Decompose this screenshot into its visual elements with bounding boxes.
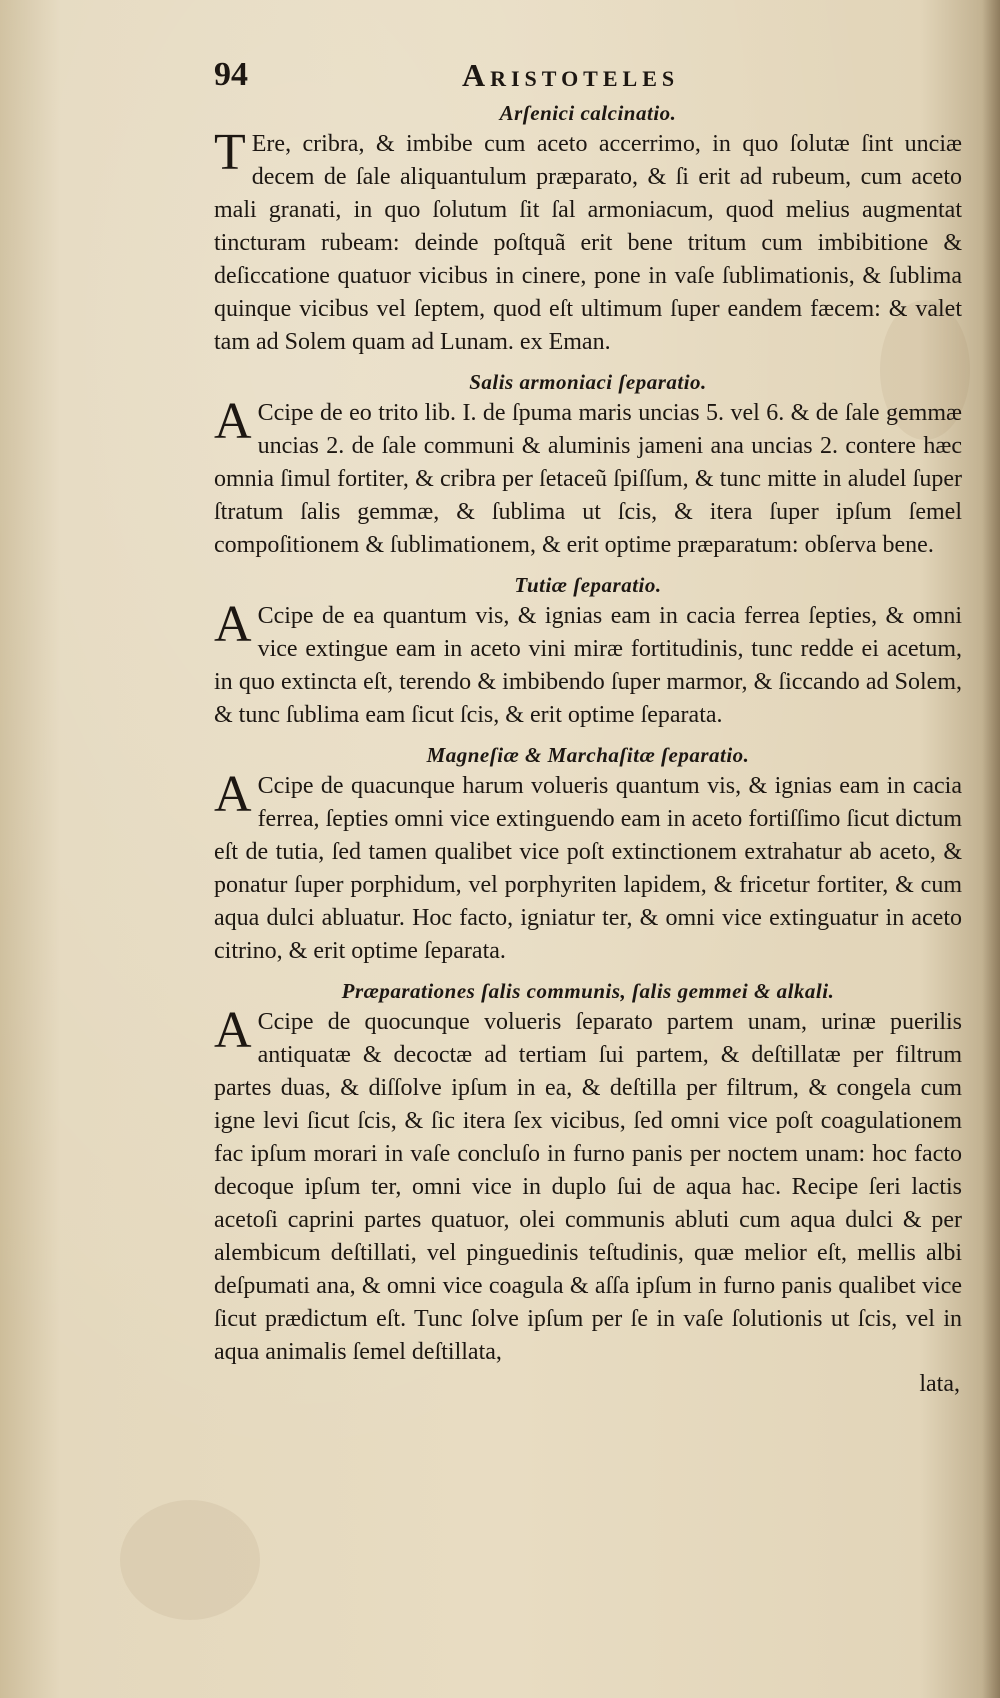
section-sal-communis (214, 976, 962, 1369)
text-block (214, 52, 962, 1399)
section-heading: Tutiæ ſeparatio. (514, 573, 662, 597)
section-arsenic (214, 98, 962, 359)
section-tutia (214, 570, 962, 732)
page-number: 94 (214, 56, 248, 93)
section-heading: Præparationes ſalis communis, ſalis gemmei & alkali. (341, 979, 835, 1003)
section-heading: Salis armoniaci ſeparatio. (469, 370, 707, 394)
running-head (214, 52, 962, 98)
page-edge-shadow (982, 0, 1000, 1698)
section-text: ACcipe de eo trito lib. I. de ſpuma maris uncias 5. vel 6. & de ſale gemmæ uncias 2. de ſale communi & aluminis jameni ana uncias 2. contere hæc omnia ſimul fortiter, & cribra per ſetaceũ ſpiſſum, & tunc mitte in aludel ſuper ſtratum ſalis gemmæ, & ſublima ut ſcis, & itera ſuper ipſum ſemel compoſitionem & ſublimationem, & erit optime præparatum: obſerva bene. (214, 393, 962, 558)
section-text: TEre, cribra, & imbibe cum aceto accerrimo, in quo ſolutæ ſint unciæ decem de ſale aliquantulum præparato, & ſi erit ad rubeum, cum aceto mali granati, in quo ſolutum ſit ſal armoniacum, quod melius augmentat tincturam rubeam: deinde poſtquã erit bene tritum cum imbibitione & deſiccatione quatuor vicibus in cinere, pone in vaſe ſublimationis, & ſublima quinque vicibus vel ſeptem, quod eſt ultimum ſuper eandem fæcem: & valet tam ad Solem quam ad Lunam. ex Eman. (214, 124, 962, 355)
section-heading: Arſenici calcinatio. (499, 101, 677, 125)
paper-stain (120, 1500, 260, 1620)
section-text: ACcipe de quocunque volueris ſeparato partem unam, urinæ puerilis antiquatæ & decoctæ ad tertiam ſui partem, & deſtillatæ per filtrum partes duas, & diſſolve ipſum in ea, & deſtilla per filtrum, & congela cum igne levi ſicut ſcis, & ſic itera ſex vicibus, ſed omni vice poſt coagulationem fac ipſum morari in vaſe concluſo in furno panis per noctem unam: hoc facto decoque ipſum ter, omni vice in duplo ſui de aqua hac. Recipe ſeri lactis acetoſi caprini partes quatuor, olei communis abluti cum aqua dulci & per alembicum deſtillati, vel pinguedinis teſtudinis, quæ melior eſt, mellis albi deſpumati ana, & omni vice coagula & aſſa ipſum in furno panis qualibet vice ſicut prædictum eſt. Tunc ſolve ipſum per ſe in vaſe ſolutionis ut ſcis, vel in aqua animalis ſemel deſtillata, (214, 1002, 962, 1365)
catchword: lata, (919, 1371, 960, 1397)
section-text: ACcipe de ea quantum vis, & ignias eam in cacia ferrea ſepties, & omni vice extingue eam in aceto vini miræ fortitudinis, tunc redde ei acetum, in quo extincta eſt, terendo & imbibendo ſuper marmor, & ſiccando ad Solem, & tunc ſublima eam ſicut ſcis, & erit optime ſeparata. (214, 596, 962, 728)
running-title: Aristoteles (462, 57, 680, 93)
section-sal-armoniac (214, 367, 962, 562)
section-heading: Magneſiæ & Marchaſitæ ſeparatio. (426, 743, 750, 767)
section-magnesia (214, 740, 962, 968)
section-text: ACcipe de quacunque harum volueris quantum vis, & ignias eam in cacia ferrea, ſepties omni vice extinguendo eam in aceto fortiſſimo ſicut dictum eſt de tutia, ſed tamen qualibet vice poſt extinctionem extrahatur ab aceto, & ponatur ſuper porphidum, vel porphyriten lapidem, & fricetur fortiter, & cum aqua dulci abluatur. Hoc facto, igniatur ter, & omni vice extinguatur in aceto citrino, & erit optime ſeparata. (214, 766, 962, 964)
